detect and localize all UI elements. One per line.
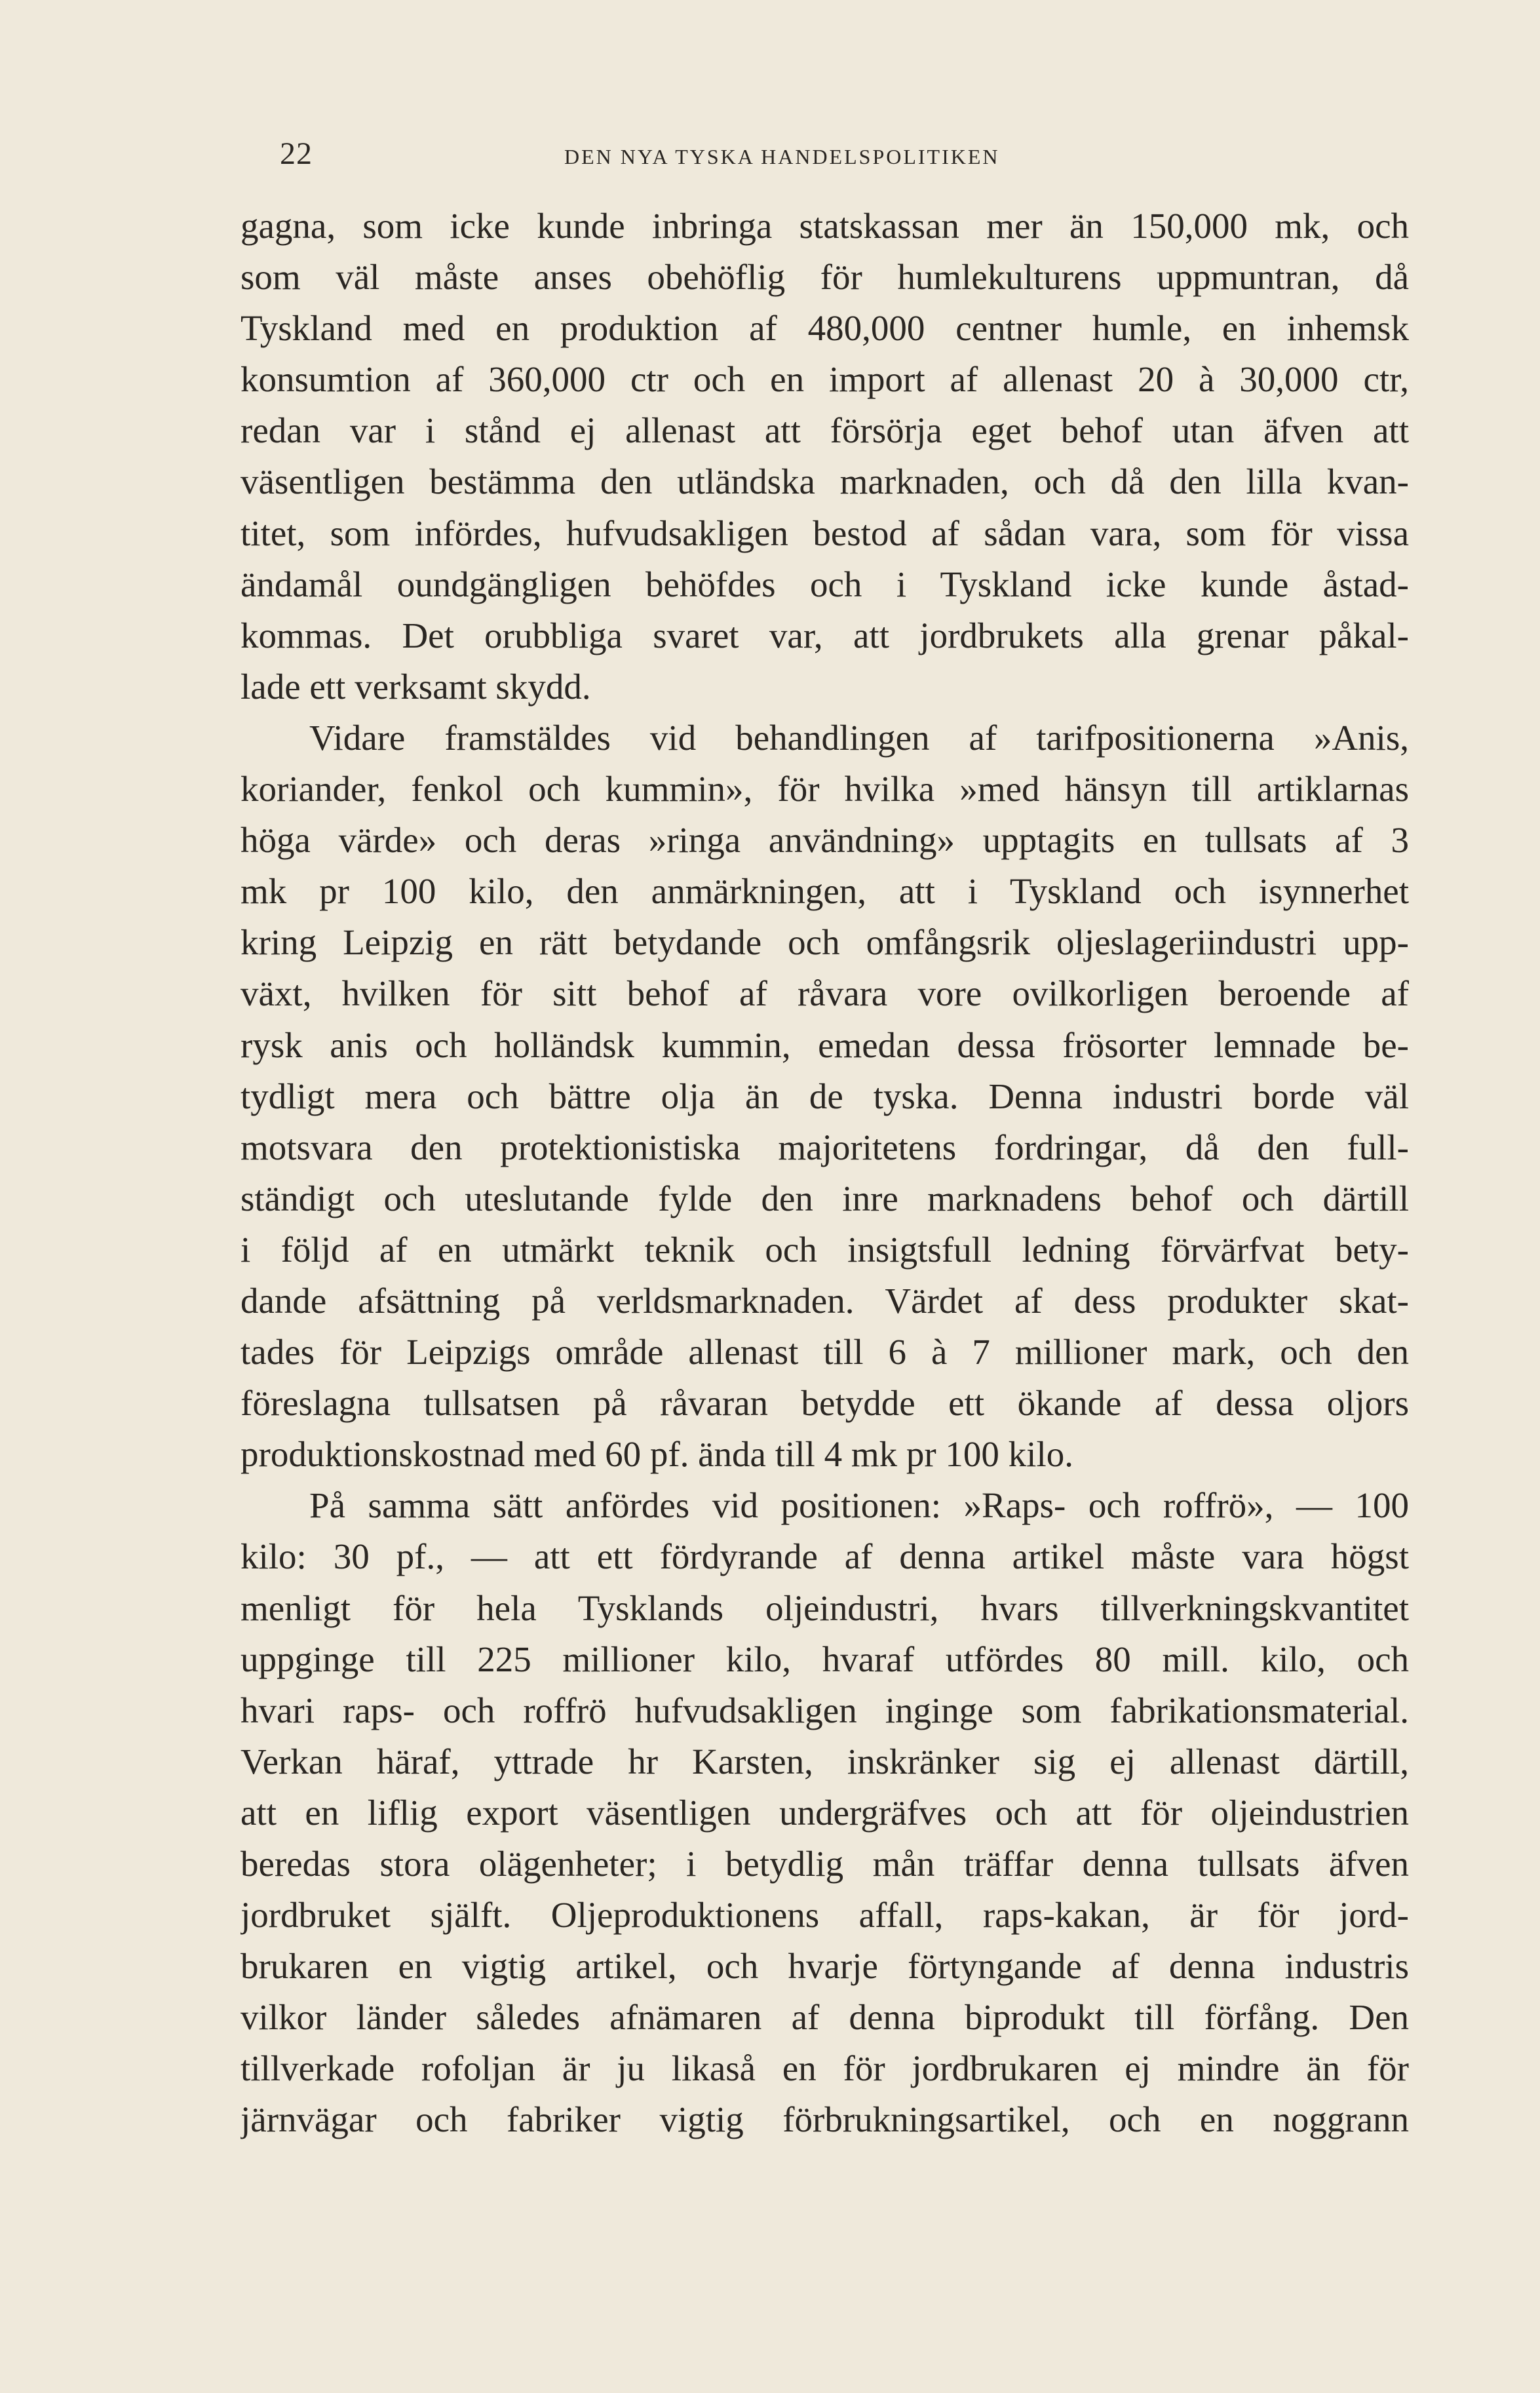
text-line: beredas stora olägenheter; i betydlig mån träffar denna tullsats äfven (241, 1844, 1409, 1884)
page-header (241, 134, 1409, 180)
text-line: brukaren en vigtig artikel, och hvarje förtyngande af denna industris (241, 1946, 1409, 1987)
text-line: redan var i stånd ej allenast att försörja eget behof utan äfven att (241, 410, 1409, 451)
paragraph-start-line: Vidare framstäldes vid behandlingen af tarifpositionerna »Anis, (309, 717, 1409, 758)
text-line: järnvägar och fabriker vigtig förbrukningsartikel, och en noggrann (241, 2099, 1409, 2140)
text-line: jordbruket själft. Oljeproduktionens affall, raps-kakan, är för jord- (241, 1895, 1409, 1936)
text-line: att en liflig export väsentligen undergräfves och att för oljeindustrien (241, 1792, 1409, 1833)
paragraph-end-line: produktionskostnad med 60 pf. ända till 4 mk pr 100 kilo. (241, 1434, 1073, 1475)
text-line: konsumtion af 360,000 ctr och en import af allenast 20 à 30,000 ctr, (241, 359, 1409, 400)
text-line: i följd af en utmärkt teknik och insigtsfull ledning förvärfvat bety- (241, 1229, 1409, 1270)
text-line: uppginge till 225 millioner kilo, hvaraf utfördes 80 mill. kilo, och (241, 1639, 1409, 1679)
text-line: dande afsättning på verldsmarknaden. Värdet af dess produkter skat- (241, 1280, 1409, 1321)
text-line: höga värde» och deras »ringa användning» upptagits en tullsats af 3 (241, 820, 1409, 861)
text-line: kommas. Det orubbliga svaret var, att jordbrukets alla grenar påkal- (241, 615, 1409, 655)
text-line: kring Leipzig en rätt betydande och omfångsrik oljeslageriindustri upp- (241, 922, 1409, 963)
running-title: DEN NYA TYSKA HANDELSPOLITIKEN (564, 145, 1000, 168)
text-line: tydligt mera och bättre olja än de tyska. Denna industri borde väl (241, 1076, 1409, 1116)
text-line: växt, hvilken för sitt behof af råvara vore ovilkorligen beroende af (241, 973, 1409, 1014)
text-line: ändamål oundgängligen behöfdes och i Tyskland icke kunde åstad- (241, 564, 1409, 604)
text-line: menligt för hela Tysklands oljeindustri, hvars tillverkningskvantitet (241, 1587, 1409, 1628)
paragraph-end-line: lade ett verksamt skydd. (241, 666, 591, 707)
text-line: titet, som infördes, hufvudsakligen bestod af sådan vara, som för vissa (241, 513, 1409, 553)
text-line: vilkor länder således afnämaren af denna biprodukt till förfång. Den (241, 1997, 1409, 2038)
text-line: Verkan häraf, yttrade hr Karsten, inskränker sig ej allenast därtill, (241, 1741, 1409, 1781)
text-line: ständigt och uteslutande fylde den inre marknadens behof och därtill (241, 1178, 1409, 1218)
text-line: Tyskland med en produktion af 480,000 centner humle, en inhemsk (241, 308, 1409, 349)
paragraph-start-line: På samma sätt anfördes vid positionen: »Raps- och roffrö», — 100 (309, 1485, 1409, 1526)
text-line: rysk anis och holländsk kummin, emedan dessa frösorter lemnade be- (241, 1024, 1409, 1065)
text-line: som väl måste anses obehöflig för humlekulturens uppmuntran, då (241, 257, 1409, 298)
text-line: mk pr 100 kilo, den anmärkningen, att i Tyskland och isynnerhet (241, 871, 1409, 912)
body-text (241, 201, 1409, 2146)
text-line: föreslagna tullsatsen på råvaran betydde ett ökande af dessa oljors (241, 1383, 1409, 1424)
text-line: tades för Leipzigs område allenast till 6 à 7 millioner mark, och den (241, 1332, 1409, 1372)
text-line: väsentligen bestämma den utländska marknaden, och då den lilla kvan- (241, 461, 1409, 502)
text-line: hvari raps- och roffrö hufvudsakligen inginge som fabrikationsmaterial. (241, 1690, 1409, 1730)
page-number: 22 (280, 136, 313, 171)
text-line: motsvara den protektionistiska majoritetens fordringar, då den full- (241, 1127, 1409, 1167)
text-line: tillverkade rofoljan är ju likaså en för jordbrukaren ej mindre än för (241, 2048, 1409, 2089)
text-line: kilo: 30 pf., — att ett fördyrande af denna artikel måste vara högst (241, 1536, 1409, 1577)
text-line: gagna, som icke kunde inbringa statskassan mer än 150,000 mk, och (241, 206, 1409, 246)
text-line: koriander, fenkol och kummin», för hvilka »med hänsyn till artiklarnas (241, 769, 1409, 809)
